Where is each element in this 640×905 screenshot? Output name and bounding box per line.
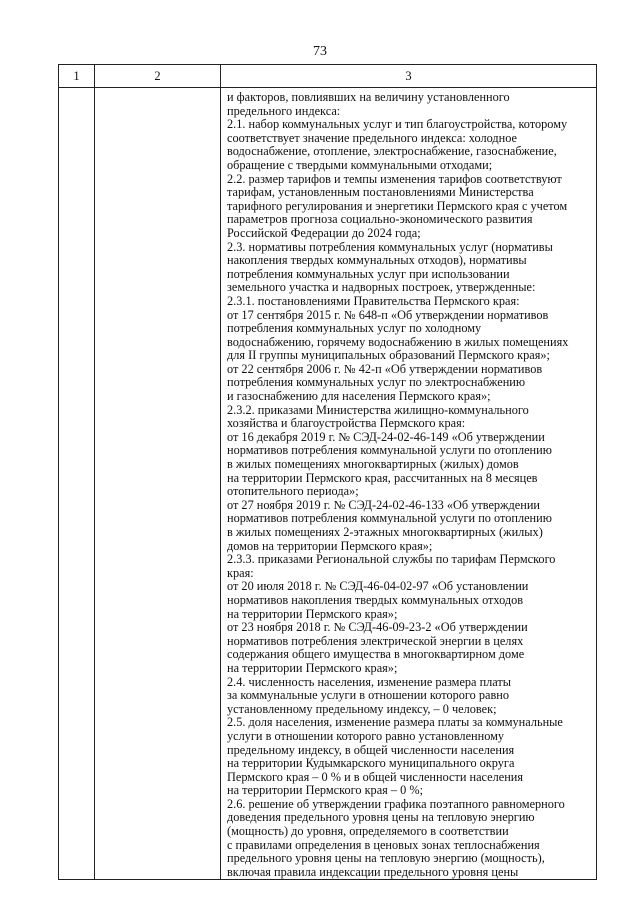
text-line: на территории Пермского края – 0 %; — [227, 783, 423, 798]
text-line: 2.6. решение об утверждении графика поэтапного равномерного — [227, 796, 565, 811]
text-line: нормативов накопления твердых коммунальных отходов — [227, 592, 524, 607]
text-line: установленному предельному индексу, – 0 человек; — [227, 701, 497, 716]
text-line: потребления коммунальных услуг при использовании — [227, 266, 510, 281]
text-line: от 22 сентября 2006 г. № 42-п «Об утверждении нормативов — [227, 361, 543, 376]
text-line: на территории Пермского края»; — [227, 606, 398, 621]
text-line: нормативов потребления коммунальной услуги по отоплению — [227, 511, 552, 526]
text-line: в жилых помещениях многоквартирных (жилых) домов — [227, 457, 519, 472]
text-line: нормативов потребления электрической энергии в целях — [227, 633, 524, 648]
text-line: в жилых помещениях 2-этажных многоквартирных (жилых) — [227, 525, 543, 539]
text-line: параметров прогноза социально-экономического развития — [227, 212, 533, 227]
column-3-cell — [221, 88, 597, 880]
text-line: 2.2. размер тарифов и темпы изменения тарифов соответствуют — [227, 171, 562, 186]
column-header-3: 3 — [221, 65, 597, 88]
text-line: доведения предельного уровня цены на тепловую энергию — [227, 810, 535, 825]
text-line: потребления коммунальных услуг по электроснабжению — [227, 375, 526, 390]
text-line: края: — [227, 565, 254, 580]
text-line: от 16 декабря 2019 г. № СЭД-24-02-46-149 «Об утверждении — [227, 429, 545, 444]
text-line: и факторов, повлиявших на величину установленного — [227, 90, 510, 104]
text-line: накопления твердых коммунальных отходов), нормативы — [227, 253, 527, 268]
text-line: 2.3.2. приказами Министерства жилищно-коммунального — [227, 402, 529, 417]
text-line: потребления коммунальных услуг по холодному — [227, 321, 482, 336]
text-line: отопительного периода»; — [227, 484, 359, 499]
text-line: от 20 июля 2018 г. № СЭД-46-04-02-97 «Об установлении — [227, 579, 529, 594]
text-line: на территории Пермского края, рассчитанных на 8 месяцев — [227, 470, 538, 485]
text-line: от 27 ноября 2019 г. № СЭД-24-02-46-133 «Об утверждении — [227, 497, 541, 512]
text-line: 2.3.3. приказами Региональной службы по тарифам Пермского — [227, 552, 556, 567]
text-line: 2.5. доля населения, изменение размера платы за коммунальные — [227, 715, 563, 730]
document-table — [58, 64, 597, 880]
text-line: 2.3. нормативы потребления коммунальных услуг (нормативы — [227, 239, 553, 254]
page-number: 73 — [313, 44, 327, 59]
text-line: на территории Кудымкарского муниципального округа — [227, 756, 515, 771]
text-line: нормативов потребления коммунальной услуги по отоплению — [227, 443, 552, 458]
text-line: включая правила индексации предельного уровня цены — [227, 864, 519, 879]
text-line: (мощность) до уровня, определяемого в соответствии — [227, 824, 509, 839]
table-body-row — [59, 88, 597, 880]
text-line: для II группы муниципальных образований Пермского края»; — [227, 348, 550, 363]
text-line: на территории Пермского края»; — [227, 660, 398, 675]
text-line: Пермского края – 0 % и в общей численности населения — [227, 769, 524, 784]
column-1-cell — [59, 88, 95, 880]
text-line: 2.3.1. постановлениями Правительства Пермского края: — [227, 293, 520, 308]
text-line: тарифам, установленным постановлениями Министерства — [227, 185, 534, 200]
text-line: водоснабжение, отопление, электроснабжение, газоснабжение, — [227, 144, 557, 159]
text-line: содержания общего имущества в многоквартирном доме — [227, 647, 525, 662]
text-line: водоснабжению, горячему водоснабжению в жилых помещениях — [227, 334, 569, 349]
text-line: за коммунальные услуги в отношении которого равно — [227, 688, 510, 703]
text-line: с правилами определения в ценовых зонах теплоснабжения — [227, 837, 540, 852]
text-line: Российской Федерации до 2024 года; — [227, 225, 421, 240]
column-header-1: 1 — [59, 65, 95, 88]
column-2-cell — [95, 88, 221, 880]
text-line: тарифного регулирования и энергетики Пермского края с учетом — [227, 198, 568, 213]
text-line: предельного индекса: — [227, 103, 341, 118]
text-line: услуги в отношении которого равно установленному — [227, 728, 505, 743]
text-line: от 17 сентября 2015 г. № 648-п «Об утверждении нормативов — [227, 307, 549, 322]
text-line: хозяйства и благоустройства Пермского края: — [227, 416, 466, 431]
text-line: земельного участка и надворных построек, утвержденные: — [227, 280, 536, 295]
text-line: и газоснабжению для населения Пермского края»; — [227, 389, 491, 404]
text-line: 2.4. численность населения, изменение размера платы — [227, 674, 512, 689]
table-header-row — [59, 65, 597, 88]
column-header-2: 2 — [95, 65, 221, 88]
text-line: 2.1. набор коммунальных услуг и тип благоустройства, которому — [227, 117, 568, 132]
text-line: предельному индексу, в общей численности населения — [227, 742, 515, 757]
text-line: от 23 ноября 2018 г. № СЭД-46-09-23-2 «Об утверждении — [227, 620, 528, 635]
text-line: домов на территории Пермского края»; — [227, 538, 433, 553]
text-line: соответствует значение предельного индекса: холодное — [227, 130, 517, 145]
text-line: обращение с твердыми коммунальными отходами; — [227, 157, 493, 172]
body-text — [221, 88, 596, 879]
text-line: предельного уровня цены на тепловую энергию (мощность), — [227, 851, 545, 866]
